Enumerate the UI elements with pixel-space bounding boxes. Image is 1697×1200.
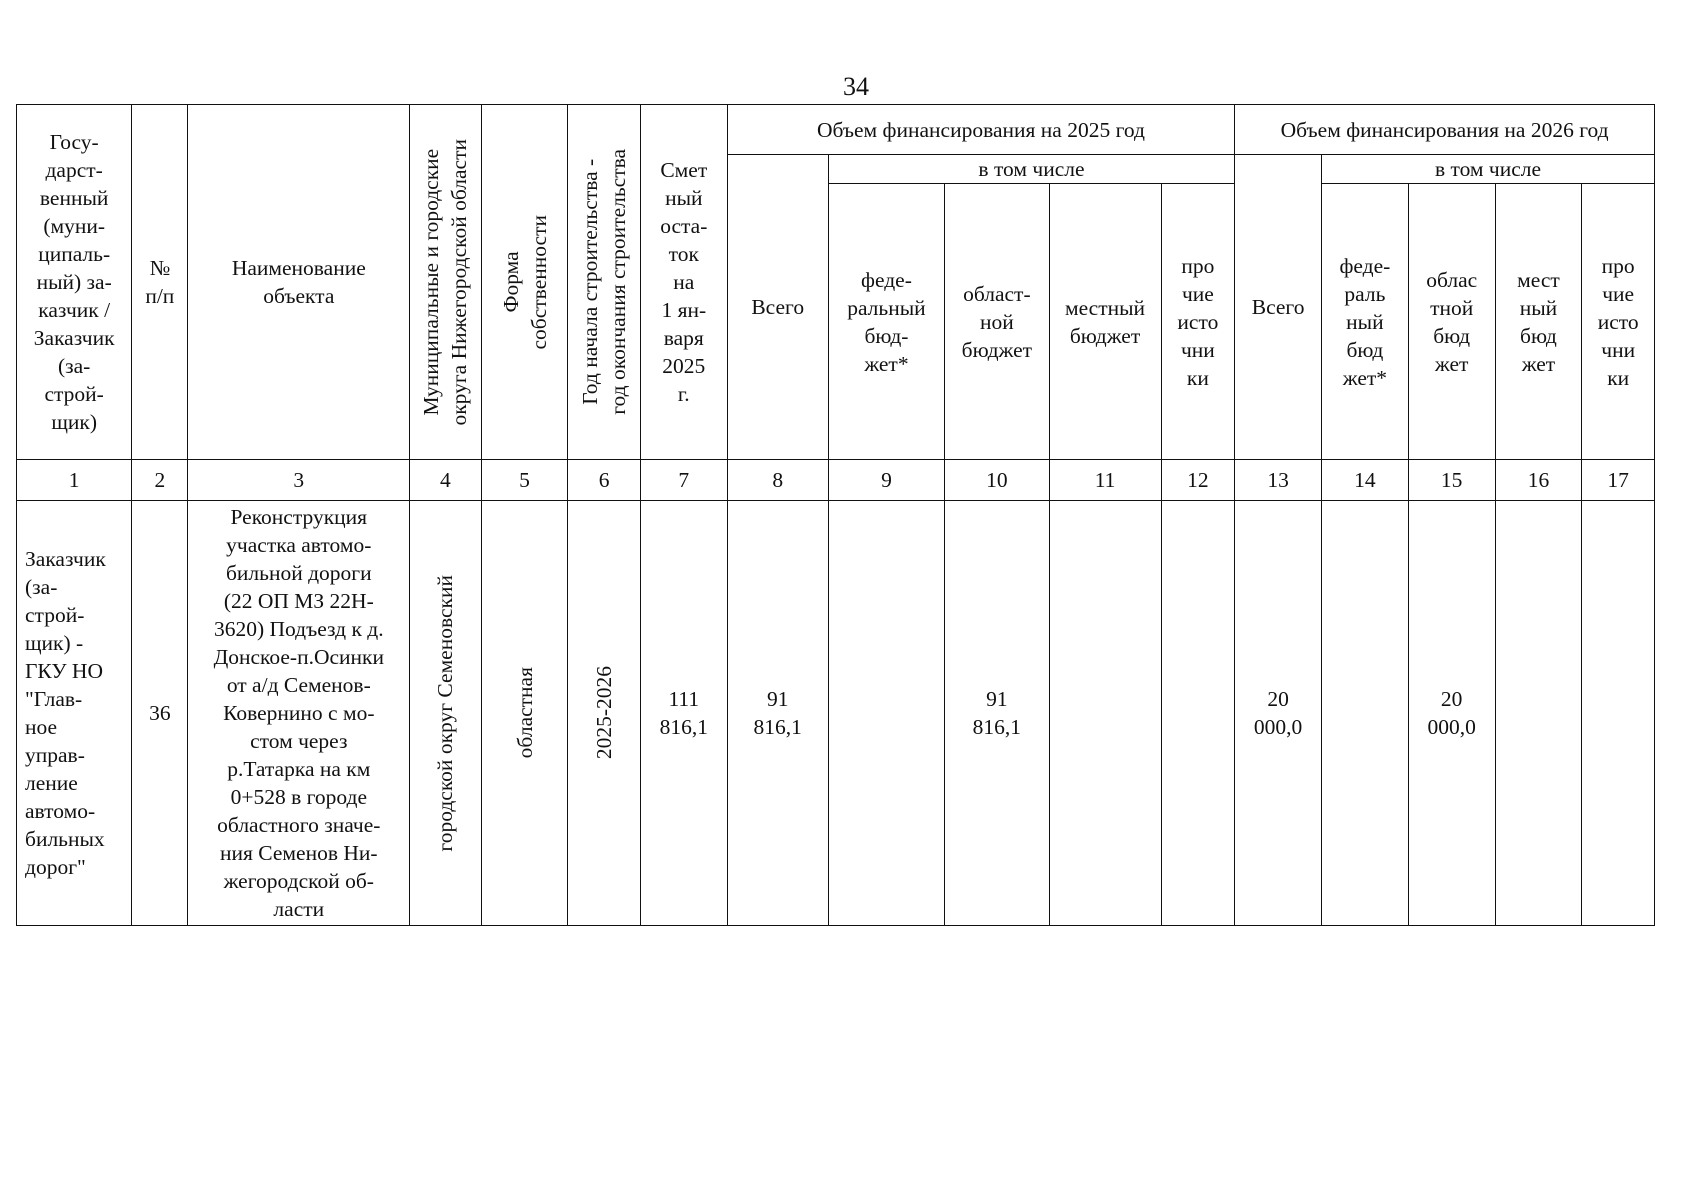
column-number: 16 xyxy=(1495,460,1582,501)
header-total-2025: Всего xyxy=(727,155,828,460)
column-number: 8 xyxy=(727,460,828,501)
other-2026-cell xyxy=(1582,501,1655,926)
other-2025-cell xyxy=(1161,501,1235,926)
municipality-cell: городской округ Семеновский xyxy=(410,501,481,926)
header-federal-2026: феде- раль ный бюд жет* xyxy=(1322,184,1409,460)
header-num: № п/п xyxy=(132,105,188,460)
header-other-2025: про чие исто чни ки xyxy=(1161,184,1235,460)
column-number: 3 xyxy=(188,460,410,501)
header-regional-2026: облас тной бюд жет xyxy=(1408,184,1495,460)
column-number: 6 xyxy=(568,460,641,501)
page-number: 34 xyxy=(843,72,869,101)
column-number: 10 xyxy=(945,460,1049,501)
column-number: 12 xyxy=(1161,460,1235,501)
object-name-cell: Реконструкция участка автомо- бильной дороги (22 ОП МЗ 22Н- 3620) Подъезд к д. Донское-п.Осинки от а/д Семенов- Ковернино с мо- стом через р.Татарка на км 0+528 в городе областного значе- ния Семенов Ни- жегородской об- ласти xyxy=(188,501,410,926)
header-funding-2026: Объем финансирования на 2026 год xyxy=(1235,105,1655,155)
column-number: 15 xyxy=(1408,460,1495,501)
header-local-2026: мест ный бюд жет xyxy=(1495,184,1582,460)
federal-2025-cell xyxy=(828,501,944,926)
header-municipality: Муниципальные и городские округа Нижегородской области xyxy=(410,105,481,460)
header-other-2026: про чие исто чни ки xyxy=(1582,184,1655,460)
local-2025-cell xyxy=(1049,501,1161,926)
column-number: 5 xyxy=(481,460,568,501)
header-customer: Госу- дарст- венный (муни- ципаль- ный) за- казчик / Заказчик (за- строй- щик) xyxy=(17,105,132,460)
column-number: 4 xyxy=(410,460,481,501)
table-row xyxy=(17,501,1655,926)
header-years: Год начала строительства - год окончания строительства xyxy=(568,105,641,460)
years-cell: 2025-2026 xyxy=(568,501,641,926)
local-2026-cell xyxy=(1495,501,1582,926)
customer-cell: Заказчик (за- строй- щик) - ГКУ НО "Глав- ное управ- ление автомо- бильных дорог" xyxy=(17,501,132,926)
column-number: 7 xyxy=(640,460,727,501)
header-federal-2025: феде- ральный бюд- жет* xyxy=(828,184,944,460)
header-including-2026: в том числе xyxy=(1322,155,1655,184)
column-number: 1 xyxy=(17,460,132,501)
column-number: 13 xyxy=(1235,460,1322,501)
regional-2026-cell: 20 000,0 xyxy=(1408,501,1495,926)
header-total-2026: Всего xyxy=(1235,155,1322,460)
total-2026-cell: 20 000,0 xyxy=(1235,501,1322,926)
financing-table xyxy=(16,104,1655,926)
column-number: 14 xyxy=(1322,460,1409,501)
header-row-1 xyxy=(17,105,1655,155)
column-number: 9 xyxy=(828,460,944,501)
header-ownership: Форма собственности xyxy=(481,105,568,460)
header-local-2025: местный бюджет xyxy=(1049,184,1161,460)
regional-2025-cell: 91 816,1 xyxy=(945,501,1049,926)
total-2025-cell: 91 816,1 xyxy=(727,501,828,926)
header-funding-2025: Объем финансирования на 2025 год xyxy=(727,105,1235,155)
column-number: 17 xyxy=(1582,460,1655,501)
header-estimate: Смет ный оста- ток на 1 ян- варя 2025 г. xyxy=(640,105,727,460)
column-number: 2 xyxy=(132,460,188,501)
num-cell: 36 xyxy=(132,501,188,926)
column-number: 11 xyxy=(1049,460,1161,501)
column-number-row xyxy=(17,460,1655,501)
header-regional-2025: област- ной бюджет xyxy=(945,184,1049,460)
estimate-cell: 111 816,1 xyxy=(640,501,727,926)
federal-2026-cell xyxy=(1322,501,1409,926)
ownership-cell: областная xyxy=(481,501,568,926)
header-including-2025: в том числе xyxy=(828,155,1234,184)
header-object-name: Наименование объекта xyxy=(188,105,410,460)
